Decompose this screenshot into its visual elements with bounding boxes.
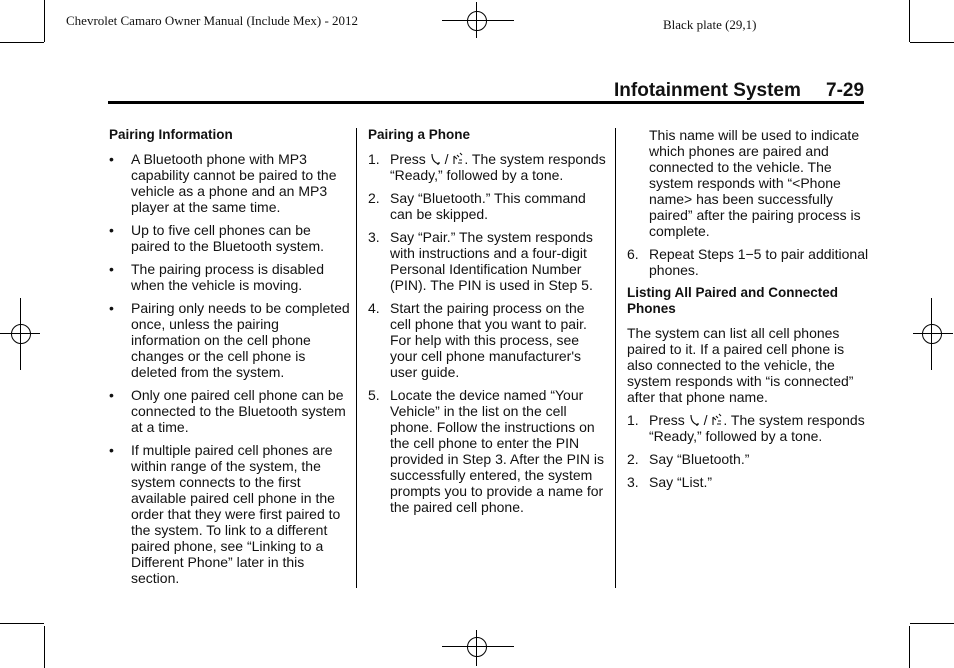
column-2 xyxy=(368,127,608,522)
header-rule xyxy=(108,101,864,104)
list-item: 3. Say “List.” xyxy=(627,474,713,490)
column-3 xyxy=(627,127,869,497)
list-item: 2. Say “Bluetooth.” xyxy=(627,451,750,467)
manual-title: Chevrolet Camaro Owner Manual (Include Mex) - 2012 xyxy=(66,13,359,28)
voice-command-icon xyxy=(452,152,464,166)
list-item: • Only one paired cell phone can be connected to the Bluetooth system at a time. xyxy=(109,387,346,435)
list-item: 5. Locate the device named “Your Vehicle” in the list on the cell phone. Follow the instructions on the cell phone to enter the PIN provided in Step 3. After the PIN is successfully entered, the system prompts you to provide a name for the paired cell phone. xyxy=(368,387,605,515)
column-divider xyxy=(615,128,616,588)
push-to-talk-icon xyxy=(430,152,441,166)
bullet-mark: • xyxy=(109,300,114,316)
voice-command-icon xyxy=(711,413,723,427)
paragraph: The system can list all cell phones paired to it. If a paired cell phone is also connected to the vehicle, the system responds with “is connected” after that phone name. xyxy=(627,325,854,405)
plate-label: Black plate (29,1) xyxy=(663,17,757,32)
list-item: • If multiple paired cell phones are within range of the system, the system connects to the first available paired cell phone in the order that they were first paired to the system. To link to a different paired phone, see “Linking to a Different Phone” later in this section. xyxy=(109,442,341,586)
section-heading: Pairing a Phone xyxy=(368,127,471,142)
list-item: 6. Repeat Steps 1−5 to pair additional phones. xyxy=(627,246,869,278)
column-1 xyxy=(109,127,351,593)
bullet-list xyxy=(109,151,351,586)
push-to-talk-icon xyxy=(689,413,700,427)
list-item: 4. Start the pairing process on the cell phone that you want to pair. For help with this process, see your cell phone manufacturer's user guide. xyxy=(368,300,587,380)
list-item: • The pairing process is disabled when the vehicle is moving. xyxy=(109,261,324,293)
list-item: 1. Press / . The system responds “Ready,” followed by a tone. xyxy=(627,412,865,444)
bullet-mark: • xyxy=(109,151,114,167)
list-item: • A Bluetooth phone with MP3 capability cannot be paired to the vehicle as a phone and an MP3 player at the same time. xyxy=(109,151,337,215)
list-item: 3. Say “Pair.” The system responds with instructions and a four-digit Personal Identification Number (PIN). The PIN is used in Step 5. xyxy=(368,229,593,293)
step-list xyxy=(368,151,608,515)
continuation-text: This name will be used to indicate which phones are paired and connected to the vehicle. The system responds with “<Phone name> has been successfully paired” after the pairing process is complete. xyxy=(649,127,861,239)
section-heading: Listing All Paired and Connected Phones xyxy=(627,285,839,316)
list-item: • Up to five cell phones can be paired to the Bluetooth system. xyxy=(109,222,324,254)
list-item: • Pairing only needs to be completed once, unless the pairing information on the cell phone changes or the cell phone is deleted from the system. xyxy=(109,300,350,380)
step-list xyxy=(627,246,869,278)
bullet-mark: • xyxy=(109,222,114,238)
bullet-mark: • xyxy=(109,442,114,458)
section-heading: Pairing Information xyxy=(109,127,233,142)
list-item: 1. Press / . The system responds “Ready,” followed by a tone. xyxy=(368,151,606,183)
page-number: 7-29 xyxy=(826,80,865,101)
bullet-mark: • xyxy=(109,387,114,403)
section-title: Infotainment System xyxy=(614,80,801,101)
step-list xyxy=(627,412,869,490)
column-divider xyxy=(356,128,357,588)
bullet-mark: • xyxy=(109,261,114,277)
list-item: 2. Say “Bluetooth.” This command can be skipped. xyxy=(368,190,586,222)
